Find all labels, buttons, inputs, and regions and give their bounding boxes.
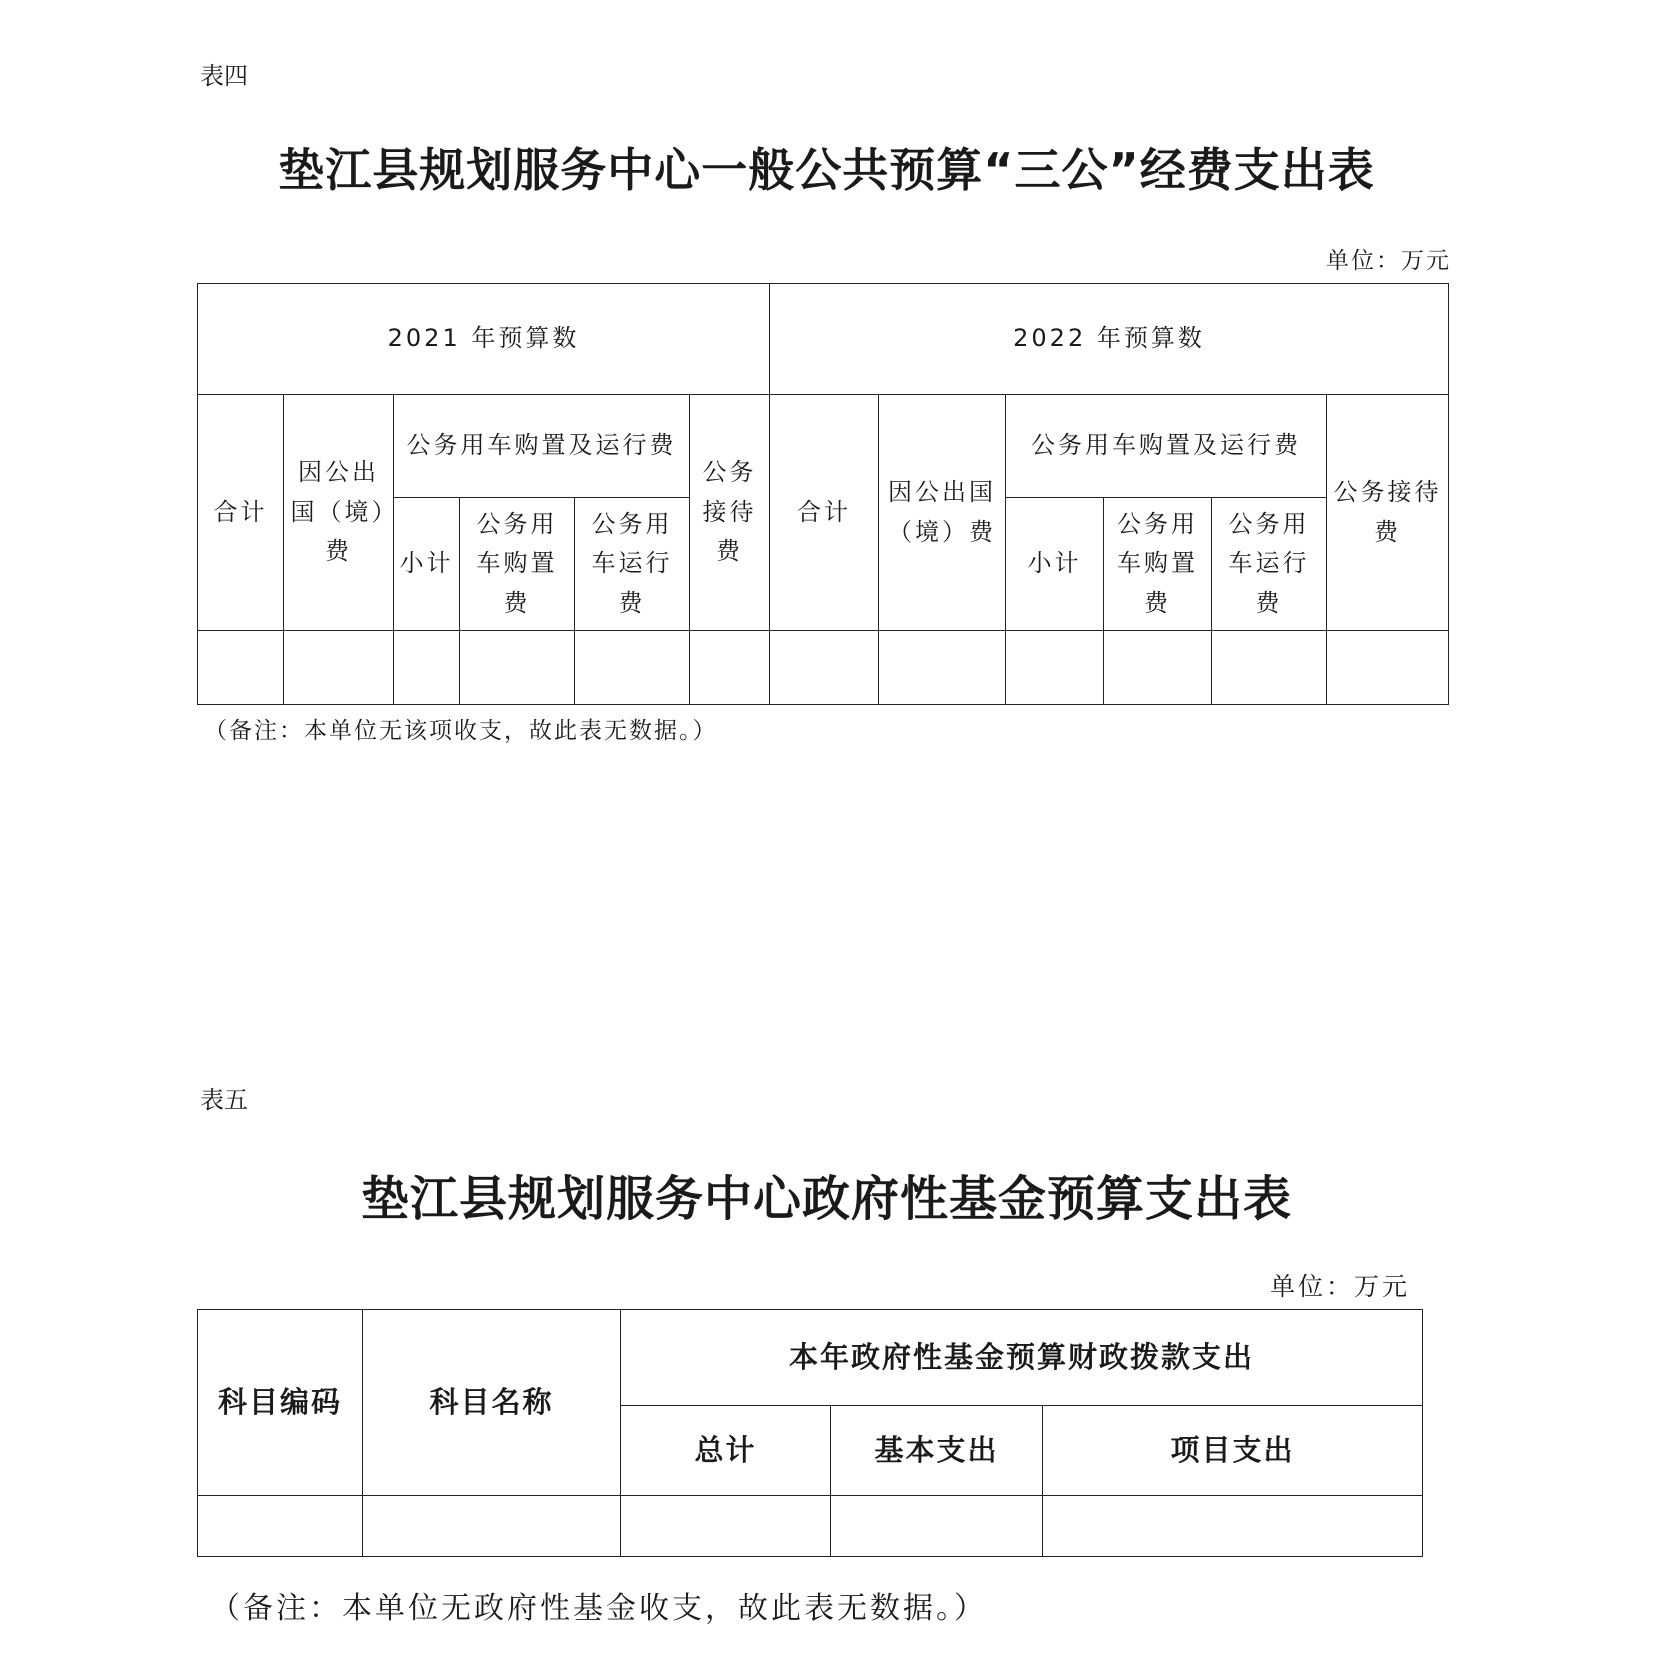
empty-cell bbox=[575, 631, 690, 705]
table5-note: （备注：本单位无政府性基金收支，故此表无数据。） bbox=[210, 1591, 987, 1626]
header-basic-expenditure: 基本支出 bbox=[831, 1406, 1043, 1496]
header-grand-total: 总计 bbox=[621, 1406, 831, 1496]
table-row bbox=[198, 631, 1449, 705]
government-fund-budget-table bbox=[197, 1309, 1423, 1557]
empty-cell bbox=[831, 1496, 1043, 1557]
empty-cell bbox=[363, 1496, 621, 1557]
header-fund-expenditure: 本年政府性基金预算财政拨款支出 bbox=[621, 1310, 1423, 1406]
header-project-expenditure: 项目支出 bbox=[1043, 1406, 1423, 1496]
empty-cell bbox=[198, 631, 284, 705]
table4-title: 垫江县规划服务中心一般公共预算“三公”经费支出表 bbox=[278, 143, 1375, 197]
header-reception-2021: 公务接待费 bbox=[690, 395, 770, 631]
empty-cell bbox=[690, 631, 770, 705]
header-total-2022: 合计 bbox=[770, 395, 879, 631]
header-subtotal-2022: 小计 bbox=[1006, 498, 1104, 631]
empty-cell bbox=[621, 1496, 831, 1557]
table4-unit: 单位：万元 bbox=[1326, 248, 1451, 274]
empty-cell bbox=[770, 631, 879, 705]
empty-cell bbox=[1212, 631, 1327, 705]
table5-unit: 单位：万元 bbox=[1270, 1272, 1411, 1301]
three-public-expenses-table bbox=[197, 283, 1449, 705]
header-overseas-2021: 因公出国（境）费 bbox=[284, 395, 394, 631]
header-reception-2022: 公务接待费 bbox=[1327, 395, 1449, 631]
header-subject-name: 科目名称 bbox=[363, 1310, 621, 1496]
empty-cell bbox=[1006, 631, 1104, 705]
header-car-purchase-2022: 公务用车购置费 bbox=[1104, 498, 1212, 631]
header-overseas-2022: 因公出国（境）费 bbox=[879, 395, 1006, 631]
empty-cell bbox=[198, 1496, 363, 1557]
header-car-group-2022: 公务用车购置及运行费 bbox=[1006, 395, 1327, 498]
table5-label: 表五 bbox=[200, 1086, 248, 1114]
empty-cell bbox=[284, 631, 394, 705]
header-subject-code: 科目编码 bbox=[198, 1310, 363, 1496]
table4-label: 表四 bbox=[200, 62, 248, 90]
table-row bbox=[198, 1496, 1423, 1557]
empty-cell bbox=[879, 631, 1006, 705]
table5-title: 垫江县规划服务中心政府性基金预算支出表 bbox=[360, 1171, 1292, 1227]
empty-cell bbox=[1327, 631, 1449, 705]
header-car-operation-2021: 公务用车运行费 bbox=[575, 498, 690, 631]
header-subtotal-2021: 小计 bbox=[394, 498, 460, 631]
table4-note: （备注：本单位无该项收支，故此表无数据。） bbox=[204, 718, 718, 744]
header-car-operation-2022: 公务用车运行费 bbox=[1212, 498, 1327, 631]
empty-cell bbox=[1043, 1496, 1423, 1557]
year-header-2022: 2022 年预算数 bbox=[770, 284, 1449, 395]
year-header-2021: 2021 年预算数 bbox=[198, 284, 770, 395]
empty-cell bbox=[1104, 631, 1212, 705]
empty-cell bbox=[394, 631, 460, 705]
header-total-2021: 合计 bbox=[198, 395, 284, 631]
header-car-group-2021: 公务用车购置及运行费 bbox=[394, 395, 690, 498]
empty-cell bbox=[460, 631, 575, 705]
header-car-purchase-2021: 公务用车购置费 bbox=[460, 498, 575, 631]
